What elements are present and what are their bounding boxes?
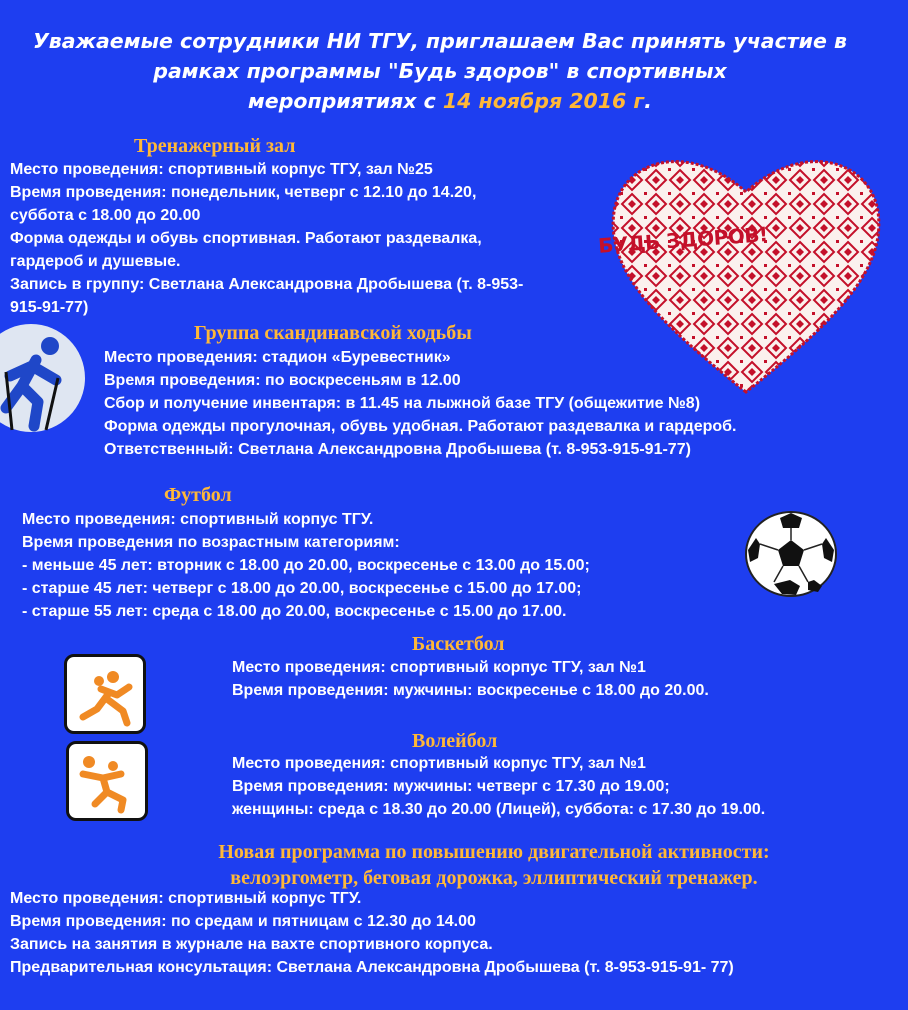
- new-program-line: Время проведения: по средам и пятницам с 12.30 до 14.00: [10, 913, 476, 930]
- new-program-title-line-1: Новая программа по повышению двигательной активности:: [218, 841, 770, 863]
- football-line: - старше 45 лет: четверг с 18.00 до 20.00, воскресенье с 15.00 до 17.00;: [22, 580, 582, 597]
- volleyball-details: [232, 752, 765, 821]
- header-line-3-suffix: .: [644, 89, 652, 113]
- walking-line: Форма одежды прогулочная, обувь удобная. Работают раздевалка и гардероб.: [104, 418, 737, 435]
- volleyball-line: Место проведения: спортивный корпус ТГУ, зал №1: [232, 755, 646, 772]
- basketball-line: Время проведения: мужчины: воскресенье с 18.00 до 20.00.: [232, 682, 709, 699]
- heart-logo-text: БУДЬ ЗДОРОВ!: [597, 222, 769, 258]
- basketball-icon: [64, 654, 146, 734]
- volleyball-line: женщины: среда с 18.30 до 20.00 (Лицей), суббота: с 17.30 до 19.00.: [232, 801, 766, 818]
- volleyball-title: Волейбол: [412, 730, 498, 752]
- new-program-title-line-2: велоэргометр, беговая дорожка, эллиптический тренажер.: [230, 867, 758, 889]
- basketball-details: [232, 656, 709, 702]
- football-title: Футбол: [164, 484, 232, 506]
- volleyball-line: Время проведения: мужчины: четверг с 17.30 до 19.00;: [232, 778, 670, 795]
- header-line-3: [10, 86, 870, 116]
- basketball-title: Баскетбол: [412, 633, 505, 655]
- gym-line: суббота с 18.00 до 20.00: [10, 207, 201, 224]
- gym-line: Место проведения: спортивный корпус ТГУ, зал №25: [10, 161, 433, 178]
- football-line: Место проведения: спортивный корпус ТГУ.: [22, 511, 374, 528]
- walking-line: Ответственный: Светлана Александровна Дробышева (т. 8-953-915-91-77): [104, 441, 691, 458]
- gym-title: Тренажерный зал: [134, 135, 296, 157]
- nordic-walking-icon: [0, 322, 86, 434]
- gym-line: гардероб и душевые.: [10, 253, 181, 270]
- header-date: 14 ноября 2016 г: [442, 89, 645, 113]
- gym-line: Время проведения: понедельник, четверг с 12.10 до 14.20,: [10, 184, 477, 201]
- football-line: - старше 55 лет: среда с 18.00 до 20.00, воскресенье с 15.00 до 17.00.: [22, 603, 567, 620]
- gym-details: [10, 158, 523, 319]
- walking-line: Сбор и получение инвентаря: в 11.45 на лыжной базе ТГУ (общежитие №8): [104, 395, 701, 412]
- gym-line: 915-91-77): [10, 299, 89, 316]
- football-line: - меньше 45 лет: вторник с 18.00 до 20.00, воскресенье с 13.00 до 15.00;: [22, 557, 590, 574]
- walking-details: [104, 346, 736, 461]
- new-program-line: Запись на занятия в журнале на вахте спортивного корпуса.: [10, 936, 493, 953]
- soccer-ball-icon: [744, 510, 838, 598]
- football-line: Время проведения по возрастным категориям:: [22, 534, 400, 551]
- volleyball-icon: [66, 741, 148, 821]
- new-program-title: [0, 839, 908, 891]
- walking-line: Время проведения: по воскресеньям в 12.00: [104, 372, 461, 389]
- gym-line: Запись в группу: Светлана Александровна Дробышева (т. 8-953-: [10, 276, 524, 293]
- basketball-line: Место проведения: спортивный корпус ТГУ, зал №1: [232, 659, 646, 676]
- walking-line: Место проведения: стадион «Буревестник»: [104, 349, 451, 366]
- gym-line: Форма одежды и обувь спортивная. Работают раздевалка,: [10, 230, 482, 247]
- football-details: [22, 508, 590, 623]
- new-program-line: Предварительная консультация: Светлана Александровна Дробышева (т. 8-953-915-91- 77): [10, 959, 734, 976]
- new-program-details: [10, 887, 734, 979]
- header-line-1: Уважаемые сотрудники НИ ТГУ, приглашаем Вас принять участие в: [32, 29, 848, 53]
- header-line-3-prefix: мероприятиях с: [248, 89, 436, 113]
- walking-title: Группа скандинавской ходьбы: [194, 322, 472, 344]
- page-header: [10, 26, 870, 116]
- new-program-line: Место проведения: спортивный корпус ТГУ.: [10, 890, 362, 907]
- header-line-2: рамках программы "Будь здоров" в спортивных: [153, 59, 727, 83]
